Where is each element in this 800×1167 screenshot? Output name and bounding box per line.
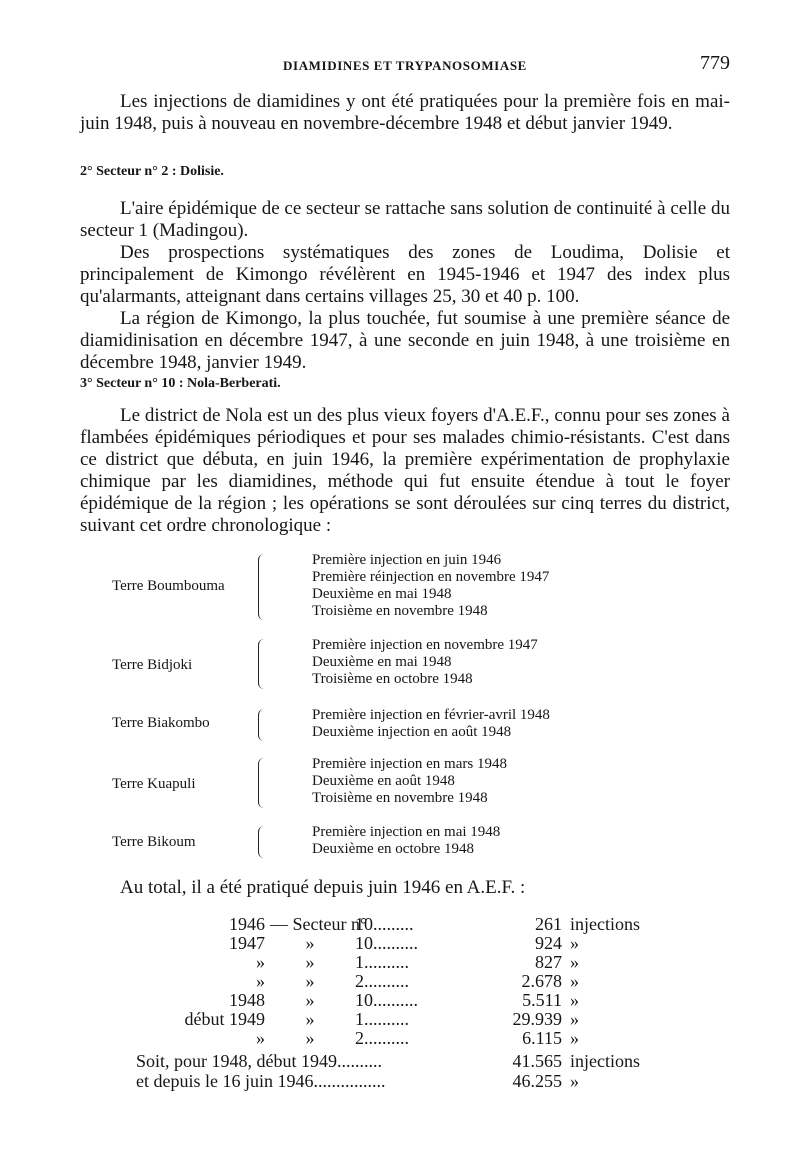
- sector-cell: »: [305, 971, 315, 991]
- table-row: [0, 952, 800, 972]
- table-row: [0, 933, 800, 953]
- injection-list: [312, 707, 550, 741]
- page-number: 779: [700, 52, 730, 74]
- unit-cell: »: [570, 952, 579, 972]
- table-row: [0, 1009, 800, 1029]
- table-row: [0, 914, 800, 934]
- injection-count-cell: 2.678: [521, 971, 562, 991]
- injection-line: Troisième en novembre 1948: [312, 603, 488, 619]
- paragraph-dolisie-3: La région de Kimongo, la plus touchée, fut soumise à une première séance de diamidinisation en décembre 1947, à une seconde en juin 1948, à une troisième en décembre 1948, janvier 1949.: [80, 308, 730, 373]
- sector-number-cell: 2..........: [355, 1028, 409, 1048]
- injection-list: [312, 637, 538, 688]
- page-header: [80, 54, 730, 78]
- summary-value: 46.255: [512, 1071, 562, 1091]
- table-row: [0, 971, 800, 991]
- injection-line: Première injection en mars 1948: [312, 756, 507, 772]
- terre-name: Terre Biakombo: [112, 715, 210, 731]
- sector-number-cell: 10..........: [355, 933, 418, 953]
- injection-list: [312, 824, 500, 858]
- injection-line: Deuxième en août 1948: [312, 773, 455, 789]
- paragraph-dolisie-1: L'aire épidémique de ce secteur se rattache sans solution de continuité à celle du secteur 1 (Madingou).: [80, 198, 730, 241]
- sector-cell: — Secteur n°: [270, 914, 368, 934]
- brace-mark: [258, 639, 269, 689]
- sector-number-cell: 2..........: [355, 971, 409, 991]
- sector-number-cell: 1..........: [355, 1009, 409, 1029]
- sector-cell: »: [305, 1009, 315, 1029]
- brace-mark: [258, 826, 269, 858]
- injection-list: [312, 756, 507, 807]
- year-cell: 1948: [229, 990, 265, 1010]
- injection-line: Troisième en octobre 1948: [312, 671, 473, 687]
- unit-cell: injections: [570, 914, 640, 934]
- unit-cell: »: [570, 933, 579, 953]
- year-cell: »: [256, 971, 265, 991]
- terre-name: Terre Bikoum: [112, 834, 196, 850]
- running-title: DIAMIDINES ET TRYPANOSOMIASE: [283, 58, 527, 73]
- summary-label: Soit, pour 1948, début 1949..........: [136, 1051, 382, 1071]
- summary-unit: »: [570, 1071, 579, 1091]
- unit-cell: »: [570, 971, 579, 991]
- injection-line: Première injection en juin 1946: [312, 552, 502, 568]
- year-cell: 1946: [229, 914, 265, 934]
- brace-mark: [258, 554, 269, 620]
- injection-count-cell: 5.511: [522, 990, 562, 1010]
- sector-number-cell: 10.........: [355, 914, 414, 934]
- sector-cell: »: [305, 1028, 315, 1048]
- table-row: [0, 990, 800, 1010]
- paragraph-dolisie-2: Des prospections systématiques des zones de Loudima, Dolisie et principalement de Kimongo révélèrent en 1945-1946 et 1947 des index plus qu'alarmants, atteignant dans certains villages 25, 30 et 40 p. 100.: [80, 242, 730, 307]
- unit-cell: »: [570, 1028, 579, 1048]
- summary-value: 41.565: [512, 1051, 562, 1071]
- sector-number-cell: 10..........: [355, 990, 418, 1010]
- year-cell: »: [256, 1028, 265, 1048]
- injection-line: Deuxième injection en août 1948: [312, 724, 512, 740]
- summary-unit: injections: [570, 1051, 640, 1071]
- sector-cell: »: [305, 990, 315, 1010]
- year-cell: 1947: [229, 933, 265, 953]
- injection-count-cell: 827: [535, 952, 562, 972]
- year-cell: début 1949: [184, 1009, 265, 1029]
- injection-line: Première injection en février-avril 1948: [312, 707, 550, 723]
- injection-line: Deuxième en octobre 1948: [312, 841, 475, 857]
- brace-mark: [258, 758, 269, 808]
- summary-row: [0, 1071, 800, 1091]
- terre-name: Terre Bidjoki: [112, 657, 193, 673]
- injection-line: Deuxième en mai 1948: [312, 654, 452, 670]
- sector-number-cell: 1..........: [355, 952, 409, 972]
- year-cell: »: [256, 952, 265, 972]
- unit-cell: »: [570, 1009, 579, 1029]
- totals-intro: Au total, il a été pratiqué depuis juin 1946 en A.E.F. :: [120, 877, 526, 898]
- paragraph-nola: Le district de Nola est un des plus vieux foyers d'A.E.F., connu pour ses zones à flambées épidémiques périodiques et pour ses malades chimio-résistants. C'est dans ce district que débuta, en juin 1946, la première expérimentation de prophylaxie chimique par les diamidines, méthode qui fut ensuite étendue à tout le foyer épidémique de la région ; les opérations se sont déroulées sur cinq terres du district, suivant cet ordre chronologique :: [80, 405, 730, 536]
- table-row: [0, 1028, 800, 1048]
- brace-mark: [258, 709, 269, 741]
- injection-line: Troisième en novembre 1948: [312, 790, 488, 806]
- intro-paragraph: Les injections de diamidines y ont été pratiquées pour la première fois en mai-juin 1948, puis à nouveau en novembre-décembre 1948 et début janvier 1949.: [80, 91, 730, 134]
- injection-list: [312, 552, 549, 620]
- terre-name: Terre Kuapuli: [112, 776, 196, 792]
- injection-line: Première injection en mai 1948: [312, 824, 501, 840]
- injection-count-cell: 29.939: [512, 1009, 562, 1029]
- section-heading-dolisie: 2° Secteur n° 2 : Dolisie.: [80, 164, 224, 179]
- injection-line: Deuxième en mai 1948: [312, 586, 452, 602]
- summary-label: et depuis le 16 juin 1946................: [136, 1071, 386, 1091]
- sector-cell: »: [305, 933, 315, 953]
- injection-line: Première injection en novembre 1947: [312, 637, 538, 653]
- injection-count-cell: 6.115: [522, 1028, 562, 1048]
- injection-line: Première réinjection en novembre 1947: [312, 569, 550, 585]
- injection-count-cell: 924: [535, 933, 562, 953]
- summary-row: [0, 1051, 800, 1071]
- unit-cell: »: [570, 990, 579, 1010]
- terre-name: Terre Boumbouma: [112, 578, 225, 594]
- injection-count-cell: 261: [535, 914, 562, 934]
- section-heading-nola: 3° Secteur n° 10 : Nola-Berberati.: [80, 376, 281, 391]
- sector-cell: »: [305, 952, 315, 972]
